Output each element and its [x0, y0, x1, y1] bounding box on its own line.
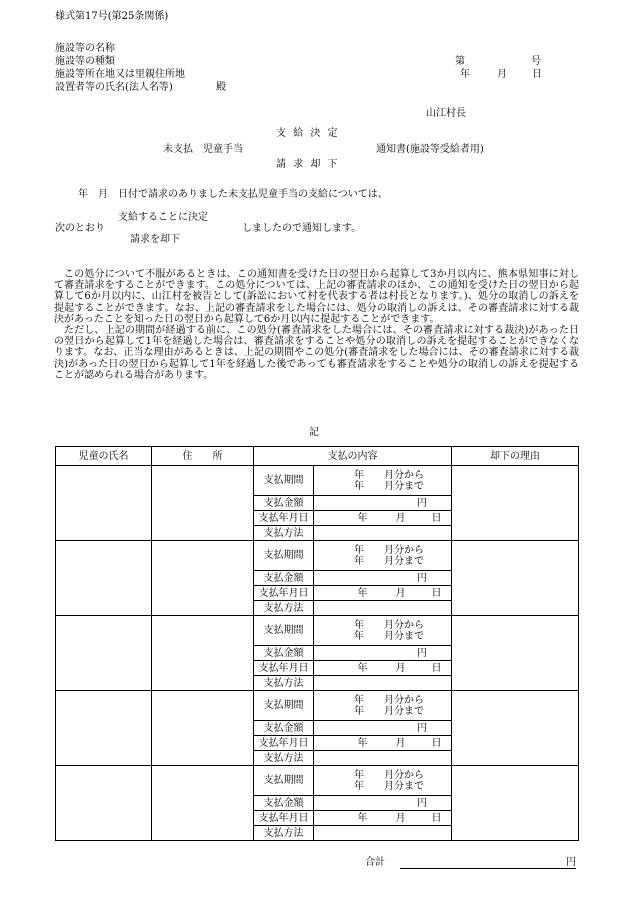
- method-label: 支払方法: [254, 676, 314, 691]
- title-right: 通知書(施設等受給者用): [376, 144, 484, 155]
- appeal-notice-p2: ただし、上記の期間が経過する前に、この処分(審査請求をした場合には、その審査請求に対する裁決)があった日の翌日から起算して1年を経過した場合は、審査請求をすることや処分の取消しの訴えを提起することができなくなります。なお、正当な理由があるときは、上記の期間やこの処分(審査請求をした場合には、その審査請求に対する裁決)があった日の翌日から起算して1年を経過した後であっても審査請求をすることや処分の取消しの訴えを提起することが認められる場合があります。: [54, 325, 579, 381]
- intro-option-reject: 請求を却下: [130, 234, 180, 245]
- period-to: 年 月分まで: [354, 480, 424, 492]
- header-child-name: 児童の氏名: [56, 447, 152, 466]
- address-cell: [152, 766, 254, 841]
- pay-date-day: 日: [431, 812, 442, 824]
- pay-date-value: [314, 511, 452, 526]
- pay-date-month: 月: [395, 662, 406, 674]
- pay-date-month: 月: [395, 737, 406, 749]
- child-name-cell: [56, 541, 152, 616]
- period-from: 年 月分から: [354, 769, 424, 781]
- amount-unit: 円: [314, 646, 452, 661]
- honorific: 殿: [216, 82, 226, 93]
- amount-unit: 円: [314, 571, 452, 586]
- address-cell: [152, 466, 254, 541]
- pay-date-value: [314, 811, 452, 826]
- period-label: 支払期間: [254, 466, 314, 496]
- amount-label: 支払金額: [254, 496, 314, 511]
- pay-date-month: 月: [395, 812, 406, 824]
- record-period-row: [56, 691, 579, 721]
- method-value: [314, 676, 452, 691]
- period-to: 年 月分まで: [354, 630, 424, 642]
- period-label: 支払期間: [254, 616, 314, 646]
- period-value: [314, 691, 452, 721]
- period-from: 年 月分から: [354, 694, 424, 706]
- period-label: 支払期間: [254, 691, 314, 721]
- child-name-cell: [56, 616, 152, 691]
- period-value: [314, 766, 452, 796]
- pay-date-label: 支払年月日: [254, 661, 314, 676]
- title-option-top: 支 給 決 定: [276, 128, 340, 139]
- period-label: 支払期間: [254, 541, 314, 571]
- amount-unit: 円: [314, 721, 452, 736]
- pay-date-value: [314, 661, 452, 676]
- address-cell: [152, 541, 254, 616]
- pay-date-year: 年: [357, 587, 368, 599]
- period-to: 年 月分まで: [354, 705, 424, 717]
- reject-reason-cell: [452, 466, 579, 541]
- address-cell: [152, 691, 254, 766]
- record-period-row: [56, 616, 579, 646]
- pay-date-label: 支払年月日: [254, 586, 314, 601]
- child-name-cell: [56, 691, 152, 766]
- pay-date-year: 年: [357, 662, 368, 674]
- facility-owner-label: 設置者等の氏名(法人名等): [55, 82, 173, 93]
- period-value: [314, 466, 452, 496]
- method-value: [314, 826, 452, 841]
- payment-table-body: [56, 466, 579, 841]
- doc-date-year: 年: [460, 69, 470, 80]
- header-payment-content: 支払の内容: [254, 447, 452, 466]
- method-value: [314, 751, 452, 766]
- reject-reason-cell: [452, 616, 579, 691]
- period-from: 年 月分から: [354, 469, 424, 481]
- header-address: 住 所: [152, 447, 254, 466]
- period-from: 年 月分から: [354, 544, 424, 556]
- method-label: 支払方法: [254, 826, 314, 841]
- pay-date-year: 年: [357, 737, 368, 749]
- ki-mark: 記: [309, 427, 319, 438]
- method-label: 支払方法: [254, 751, 314, 766]
- reject-reason-cell: [452, 691, 579, 766]
- facility-address-label: 施設等所在地又は里親住所地: [55, 69, 185, 80]
- reject-reason-cell: [452, 766, 579, 841]
- pay-date-value: [314, 586, 452, 601]
- pay-date-label: 支払年月日: [254, 511, 314, 526]
- pay-date-month: 月: [395, 512, 406, 524]
- period-to: 年 月分まで: [354, 780, 424, 792]
- amount-label: 支払金額: [254, 721, 314, 736]
- pay-date-day: 日: [431, 662, 442, 674]
- header-reject-reason: 却下の理由: [452, 447, 579, 466]
- intro-suffix: しましたので通知します。: [242, 223, 362, 234]
- period-from: 年 月分から: [354, 619, 424, 631]
- facility-type-label: 施設等の種類: [55, 56, 115, 67]
- issuer: 山江村長: [426, 108, 466, 119]
- doc-number-prefix: 第: [455, 56, 465, 67]
- method-value: [314, 526, 452, 541]
- period-value: [314, 541, 452, 571]
- amount-unit: 円: [314, 796, 452, 811]
- doc-date-day: 日: [532, 69, 542, 80]
- amount-label: 支払金額: [254, 646, 314, 661]
- total-label: 合計: [365, 857, 385, 868]
- method-label: 支払方法: [254, 526, 314, 541]
- pay-date-month: 月: [395, 587, 406, 599]
- amount-label: 支払金額: [254, 796, 314, 811]
- pay-date-value: [314, 736, 452, 751]
- table-header-row: [56, 447, 579, 466]
- pay-date-day: 日: [431, 737, 442, 749]
- title-left: 未支払 児童手当: [163, 144, 243, 155]
- record-period-row: [56, 541, 579, 571]
- appeal-notice-p1: この処分について不服があるときは、この通知書を受けた日の翌日から起算して3か月以内に、熊本県知事に対して審査請求をすることができます。この処分については、上記の審査請求のほか、この通知を受けた日の翌日から起算して6か月以内に、山江村を被告として(訴訟において村を代表する者は村長となります。)、処分の取消しの訴えを提起することができます。なお、上記の審査請求をした場合には、処分の取消しの訴えは、その審査請求に対する裁決があったことを知った日の翌日から起算して6か月以内に提起することができます。: [54, 269, 579, 325]
- pay-date-day: 日: [431, 512, 442, 524]
- pay-date-year: 年: [357, 812, 368, 824]
- title-option-bottom: 請 求 却 下: [276, 159, 340, 170]
- address-cell: [152, 616, 254, 691]
- appeal-notice: [54, 269, 579, 381]
- pay-date-label: 支払年月日: [254, 811, 314, 826]
- child-name-cell: [56, 466, 152, 541]
- doc-number-suffix: 号: [531, 56, 541, 67]
- total-amount-line: [400, 868, 576, 869]
- child-name-cell: [56, 766, 152, 841]
- doc-date-month: 月: [497, 69, 507, 80]
- reject-reason-cell: [452, 541, 579, 616]
- method-label: 支払方法: [254, 601, 314, 616]
- form-number: 様式第17号(第25条関係): [55, 11, 169, 22]
- period-value: [314, 616, 452, 646]
- facility-name-label: 施設等の名称: [55, 43, 115, 54]
- amount-unit: 円: [314, 496, 452, 511]
- intro-date-line: 年 月 日付で請求のありました未支払児童手当の支給については、: [78, 189, 388, 200]
- period-label: 支払期間: [254, 766, 314, 796]
- period-to: 年 月分まで: [354, 555, 424, 567]
- record-period-row: [56, 766, 579, 796]
- total-unit: 円: [566, 857, 576, 868]
- method-value: [314, 601, 452, 616]
- payment-table: [55, 446, 579, 841]
- record-period-row: [56, 466, 579, 496]
- amount-label: 支払金額: [254, 571, 314, 586]
- pay-date-day: 日: [431, 587, 442, 599]
- intro-next: 次のとおり: [55, 223, 105, 234]
- pay-date-year: 年: [357, 512, 368, 524]
- pay-date-label: 支払年月日: [254, 736, 314, 751]
- intro-option-approve: 支給することに決定: [118, 212, 208, 223]
